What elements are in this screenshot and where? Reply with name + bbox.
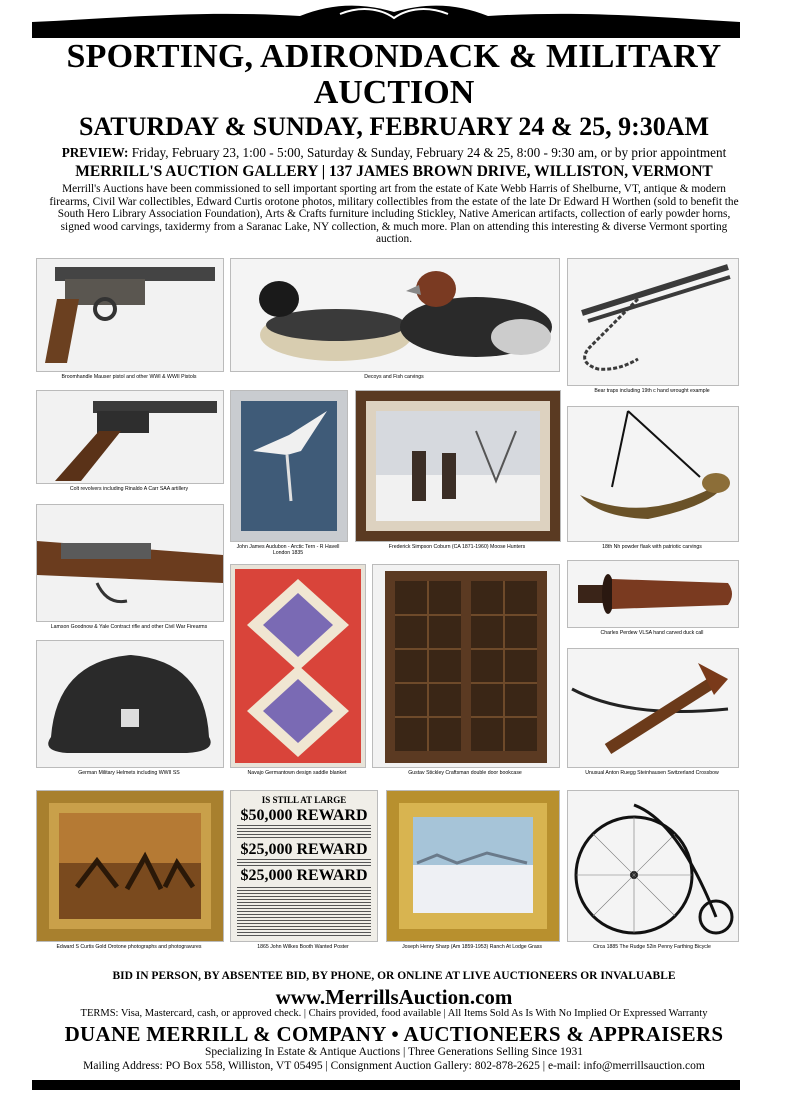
powderflask-caption: 18th Nh powder flask with patriotic carvings xyxy=(602,544,702,550)
poster-reward1: $50,000 REWARD xyxy=(240,807,368,824)
coburn-painting-photo xyxy=(355,390,561,542)
mailing-address: Mailing Address: PO Box 558, Williston, VT 05495 | Consignment Auction Gallery: 802-878-2625 | e-mail: info@merrillsauction.com xyxy=(83,1060,705,1072)
intro-paragraph: Merrill's Auctions have been commissioned to sell important sporting art from the estate of Kate Webb Harris of Shelburne, VT, antique & modern firearms, Civil War collectibles, Edward Curtis orotone photos, military collectibles from the estate of the late Dr Edward H Worthen (sold to benefit the South Hero Library Association Foundation), Arts & Crafts furniture including Stickley, Native American artifacts, collection of early powder horns, signed wood carvings, taxidermy from a Saranac Lake, NY collection, & much more. Plan on attending this interesting & diverse Vermont sporting auction. xyxy=(49,183,739,246)
top-decorative-border xyxy=(0,0,788,40)
bear-traps-photo xyxy=(567,258,739,386)
military-helmet-photo xyxy=(36,640,224,768)
preview-info xyxy=(0,145,788,161)
curtis-orotone-photo xyxy=(36,790,224,942)
decoys-caption: Decoys and Fish carvings xyxy=(364,374,424,380)
company-name: DUANE MERRILL & COMPANY • AUCTIONEERS & APPRAISERS xyxy=(64,1022,724,1046)
poster-reward3: $25,000 REWARD xyxy=(240,867,368,884)
helmet-caption: German Military Helmets including WWII SS xyxy=(78,770,180,776)
powder-flask-photo xyxy=(567,406,739,542)
mauser-caption: Broomhandle Mauser pistol and other WWI & WWII Pistols xyxy=(61,374,197,380)
stickley-bookcase-photo xyxy=(372,564,560,768)
gallery-address: MERRILL'S AUCTION GALLERY | 137 JAMES BROWN DRIVE, WILLISTON, VERMONT xyxy=(75,163,713,180)
bottom-border xyxy=(32,1080,740,1090)
bicycle-caption: Circa 1885 The Rudge 52in Penny Farthing Bicycle xyxy=(593,944,711,950)
colt-caption: Colt revolvers including Rinaldo A Carr SAA artillery xyxy=(69,486,189,492)
preview-text: Friday, February 23, 1:00 - 5:00, Saturday & Sunday, February 24 & 25, 8:00 - 9:30 am, or by prior appointment xyxy=(128,145,727,160)
decoys-photo xyxy=(230,258,560,372)
curtis-caption: Edward S Curtis Gold Orotone photographs and photogravures xyxy=(56,944,202,950)
poster-text-block xyxy=(237,859,371,867)
preview-label: PREVIEW: xyxy=(61,145,129,160)
colt-revolver-photo xyxy=(36,390,224,484)
crossbow-caption: Unusual Anton Ruegg Steinhausen Switzerland Crossbow xyxy=(585,770,719,776)
reward-poster-photo xyxy=(230,790,378,942)
mauser-pistol-photo xyxy=(36,258,224,372)
poster-text-block xyxy=(237,825,371,839)
auction-dates: SATURDAY & SUNDAY, FEBRUARY 24 & 25, 9:30AM xyxy=(78,112,710,141)
website-link[interactable]: www.MerrillsAuction.com xyxy=(275,985,513,1009)
traps-caption: Bear traps including 19th c hand wrought example xyxy=(594,388,710,394)
lamson-rifle-photo xyxy=(36,504,224,622)
audubon-caption: John James Audubon - Arctic Tern - R Havell London 1835 xyxy=(236,544,340,557)
navajo-blanket-photo xyxy=(230,564,366,768)
specializing-text: Specializing In Estate & Antique Auctions | Three Generations Selling Since 1931 xyxy=(204,1046,583,1058)
navajo-caption: Navajo Germantown design saddle blanket xyxy=(247,770,347,776)
auction-title-line2: AUCTION xyxy=(313,74,475,111)
coburn-caption: Frederick Simpson Coburn (CA 1871-1960) Moose Hunters xyxy=(388,544,526,550)
reward-caption: 1865 John Wilkes Booth Wanted Poster xyxy=(257,944,349,950)
poster-text-block xyxy=(237,887,371,937)
duck-call-photo xyxy=(567,560,739,628)
poster-headline: IS STILL AT LARGE xyxy=(261,795,347,805)
audubon-print-photo xyxy=(230,390,348,542)
auction-title-line1: SPORTING, ADIRONDACK & MILITARY xyxy=(66,38,722,75)
penny-farthing-photo xyxy=(567,790,739,942)
sharp-painting-photo xyxy=(386,790,560,942)
lamson-caption: Lamson Goodnow & Yale Contract rifle and other Civil War Firearms xyxy=(50,624,208,630)
poster-reward2: $25,000 REWARD xyxy=(240,841,368,858)
crossbow-photo xyxy=(567,648,739,768)
sharp-caption: Joseph Henry Sharp (Am 1859-1953) Ranch At Lodge Grass xyxy=(402,944,542,950)
terms-text: TERMS: Visa, Mastercard, cash, or approved check. | Chairs provided, food available | All Items Sold As Is With No Implied Or Expressed Warranty xyxy=(80,1008,708,1019)
duckcall-caption: Charles Perdew VLSA hand carved duck call xyxy=(600,630,704,636)
stickley-caption: Gustav Stickley Craftsman double door bookcase xyxy=(408,770,522,776)
bid-options: BID IN PERSON, BY ABSENTEE BID, BY PHONE, OR ONLINE AT LIVE AUCTIONEERS OR INVALUABLE xyxy=(112,970,676,982)
